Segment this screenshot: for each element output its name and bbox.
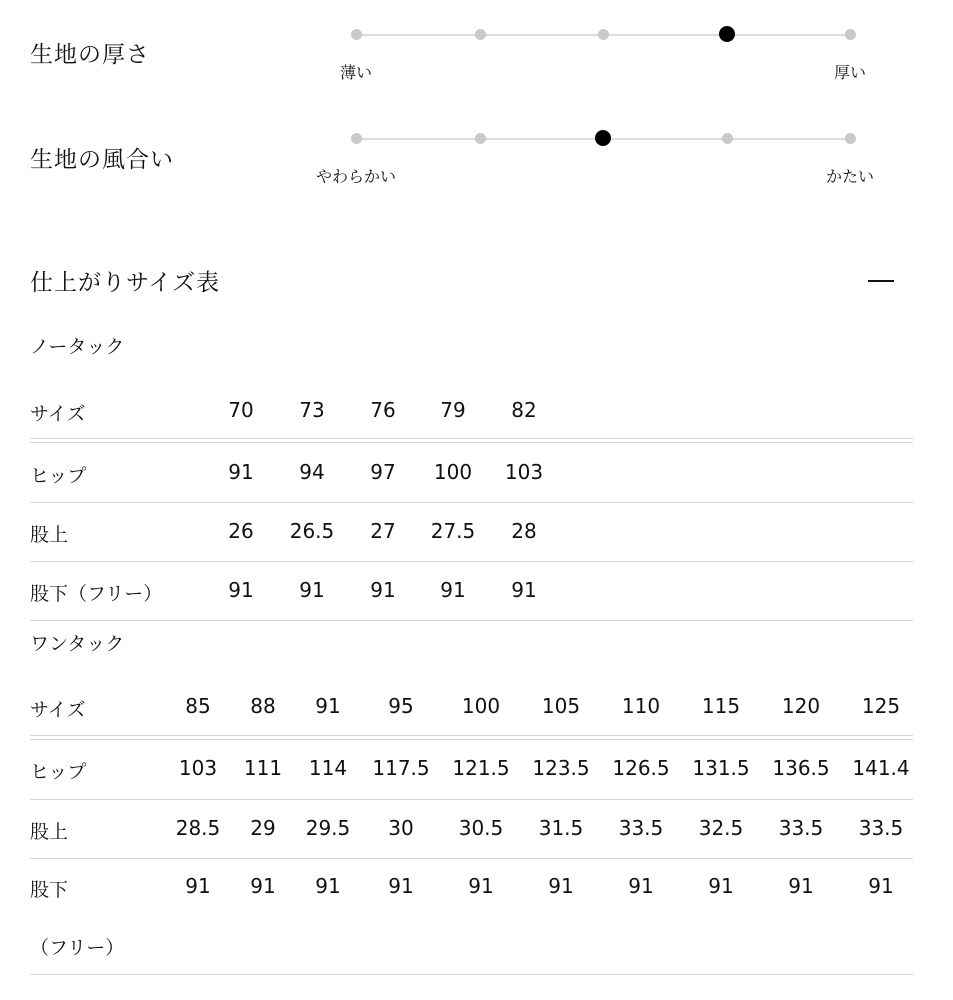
row-label: サイズ [30, 699, 86, 721]
no-tuck-caption: ノータック [30, 336, 125, 358]
table-cell: 91 [228, 578, 254, 602]
table-cell: 30.5 [458, 816, 504, 840]
row-divider [30, 438, 913, 439]
row-label-continuation: （フリー） [30, 937, 125, 959]
table-cell: 91 [185, 874, 211, 898]
table-cell: 91 [468, 874, 494, 898]
scale-dot [475, 29, 486, 40]
table-cell: 88 [250, 694, 276, 718]
table-cell: 114 [308, 756, 348, 780]
scale-dot [351, 133, 362, 144]
table-cell: 91 [511, 578, 537, 602]
one-tuck-caption: ワンタック [30, 633, 125, 655]
row-label: 股上 [30, 821, 69, 843]
table-cell: 28.5 [175, 816, 221, 840]
table-cell: 33.5 [618, 816, 664, 840]
table-cell: 136.5 [772, 756, 830, 780]
table-cell: 126.5 [612, 756, 670, 780]
table-cell: 91 [548, 874, 574, 898]
table-cell: 33.5 [778, 816, 824, 840]
table-cell: 91 [370, 578, 396, 602]
table-cell: 111 [243, 756, 283, 780]
table-cell: 32.5 [698, 816, 744, 840]
table-cell: 91 [250, 874, 276, 898]
table-cell: 27 [370, 519, 396, 543]
table-cell: 120 [781, 694, 821, 718]
scale-dot [598, 29, 609, 40]
table-cell: 91 [868, 874, 894, 898]
scale-dot [845, 133, 856, 144]
table-cell: 125 [861, 694, 901, 718]
scale-dot [475, 133, 486, 144]
collapse-button[interactable] [862, 270, 898, 294]
row-label: 股下（フリー） [30, 583, 163, 605]
table-cell: 26.5 [289, 519, 335, 543]
scale-max-label: かたい [825, 167, 875, 186]
table-cell: 30 [388, 816, 414, 840]
table-cell: 33.5 [858, 816, 904, 840]
table-cell: 91 [228, 460, 254, 484]
row-label: ヒップ [30, 465, 87, 487]
table-cell: 110 [621, 694, 661, 718]
table-cell: 73 [299, 398, 325, 422]
fabric-thickness-scale [339, 34, 867, 94]
table-cell: 97 [370, 460, 396, 484]
row-label: 股下 [30, 879, 69, 901]
table-cell: 26 [228, 519, 254, 543]
row-divider [30, 561, 913, 562]
table-cell: 91 [440, 578, 466, 602]
row-label: ヒップ [30, 761, 87, 783]
table-cell: 91 [315, 874, 341, 898]
table-cell: 70 [228, 398, 254, 422]
row-label: 股上 [30, 524, 69, 546]
table-cell: 115 [701, 694, 741, 718]
row-divider [30, 502, 913, 503]
size-table-title: 仕上がりサイズ表 [30, 270, 221, 296]
scale-min-label: やわらかい [315, 167, 397, 186]
table-cell: 29.5 [305, 816, 351, 840]
fabric-texture-scale [315, 138, 875, 198]
row-divider [30, 739, 913, 740]
table-cell: 91 [788, 874, 814, 898]
minus-icon [868, 280, 894, 282]
fabric-texture-label: 生地の風合い [30, 147, 174, 173]
table-cell: 91 [299, 578, 325, 602]
table-cell: 95 [388, 694, 414, 718]
table-cell: 82 [511, 398, 537, 422]
table-cell: 105 [541, 694, 581, 718]
scale-dot [722, 133, 733, 144]
scale-min-label: 薄い [339, 63, 373, 82]
row-divider [30, 858, 913, 859]
table-cell: 94 [299, 460, 325, 484]
fabric-thickness-label: 生地の厚さ [30, 42, 150, 68]
scale-dot [845, 29, 856, 40]
table-cell: 27.5 [430, 519, 476, 543]
scale-dot [351, 29, 362, 40]
row-divider [30, 799, 913, 800]
table-cell: 79 [440, 398, 466, 422]
table-cell: 141.4 [852, 756, 910, 780]
table-cell: 91 [388, 874, 414, 898]
table-cell: 131.5 [692, 756, 750, 780]
table-cell: 91 [628, 874, 654, 898]
scale-dot-selected [595, 130, 611, 146]
row-divider [30, 442, 913, 443]
row-label: サイズ [30, 403, 86, 425]
table-cell: 100 [433, 460, 473, 484]
row-divider [30, 735, 913, 736]
row-divider [30, 620, 913, 621]
table-cell: 29 [250, 816, 276, 840]
table-cell: 91 [708, 874, 734, 898]
table-cell: 91 [315, 694, 341, 718]
table-cell: 31.5 [538, 816, 584, 840]
scale-dot-selected [719, 26, 735, 42]
table-cell: 123.5 [532, 756, 590, 780]
table-cell: 121.5 [452, 756, 510, 780]
table-cell: 103 [178, 756, 218, 780]
table-cell: 117.5 [372, 756, 430, 780]
table-cell: 100 [461, 694, 501, 718]
table-cell: 76 [370, 398, 396, 422]
table-cell: 28 [511, 519, 537, 543]
row-divider [30, 974, 913, 975]
table-cell: 85 [185, 694, 211, 718]
table-cell: 103 [504, 460, 544, 484]
scale-max-label: 厚い [833, 63, 867, 82]
